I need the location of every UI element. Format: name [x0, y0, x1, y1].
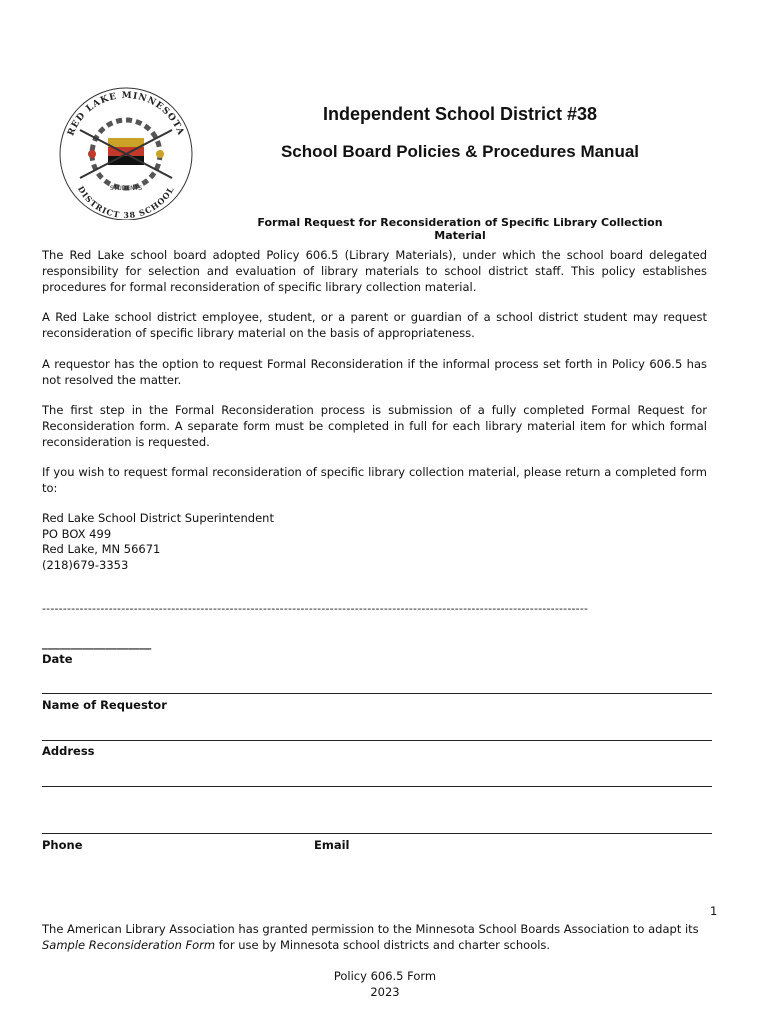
paragraph-return: If you wish to request formal reconsideration of specific library collection material, please return a completed form to:	[42, 465, 707, 495]
footer-year: 2023	[370, 985, 400, 999]
permission-note	[42, 921, 722, 953]
address-input-line-2[interactable]	[42, 786, 712, 787]
page-footer	[285, 968, 485, 1000]
cut-line-separator: -----------------------------------------------------------------------------------------------------------------------------------	[42, 602, 589, 615]
form-title: Formal Request for Reconsideration of Specific Library Collection Material	[257, 216, 663, 242]
paragraph-option: A requestor has the option to request Formal Reconsideration if the informal process set forth in Policy 606.5 has not resolved the matter.	[42, 357, 707, 387]
name-input-line[interactable]	[42, 693, 712, 694]
logo-inner-text: STUDENTS	[109, 185, 143, 192]
svg-text:DISTRICT 38 SCHOOL: DISTRICT 38 SCHOOL	[75, 184, 177, 220]
paragraph-eligibility: A Red Lake school district employee, student, or a parent or guardian of a school district student may request reconsideration of specific library material on the basis of appropriateness.	[42, 310, 707, 340]
paragraph-first-step: The first step in the Formal Reconsideration process is submission of a fully completed Formal Request for Reconsideration form. A separate form must be completed in full for each library material item for which formal reconsideration is requested.	[42, 403, 707, 449]
address-line: Red Lake, MN 56671	[42, 542, 161, 556]
date-blank[interactable]: ___________________	[42, 636, 152, 650]
note-form-name: Sample Reconsideration Form	[42, 938, 216, 952]
phone-label: Phone	[42, 838, 83, 852]
district-logo	[50, 80, 202, 220]
footer-policy: Policy 606.5 Form	[333, 969, 437, 983]
svg-text:RED LAKE MINNESOTA: RED LAKE MINNESOTA	[66, 90, 186, 138]
address-label: Address	[42, 744, 95, 758]
name-label: Name of Requestor	[42, 698, 167, 712]
mailing-address	[42, 511, 274, 573]
phone-email-input-line[interactable]	[42, 833, 712, 834]
email-label: Email	[314, 838, 350, 852]
page-title: Independent School District #38	[322, 104, 598, 124]
address-line: Red Lake School District Superintendent	[42, 511, 274, 525]
address-input-line[interactable]	[42, 740, 712, 741]
date-label: Date	[42, 652, 73, 666]
page-subtitle: School Board Policies & Procedures Manual	[280, 142, 640, 161]
note-text-end: for use by Minnesota school districts and charter schools.	[215, 938, 551, 952]
note-text: The American Library Association has granted permission to the Minnesota School Boards Association to adapt its	[42, 922, 699, 936]
address-line: (218)679-3353	[42, 557, 129, 572]
address-line: PO BOX 499	[42, 526, 112, 541]
paragraph-policy: The Red Lake school board adopted Policy 606.5 (Library Materials), under which the school board delegated responsibility for selection and evaluation of library materials to school district staff. This policy establishes procedures for formal reconsideration of specific library collection material.	[42, 248, 707, 294]
page-number: 1	[710, 904, 718, 918]
